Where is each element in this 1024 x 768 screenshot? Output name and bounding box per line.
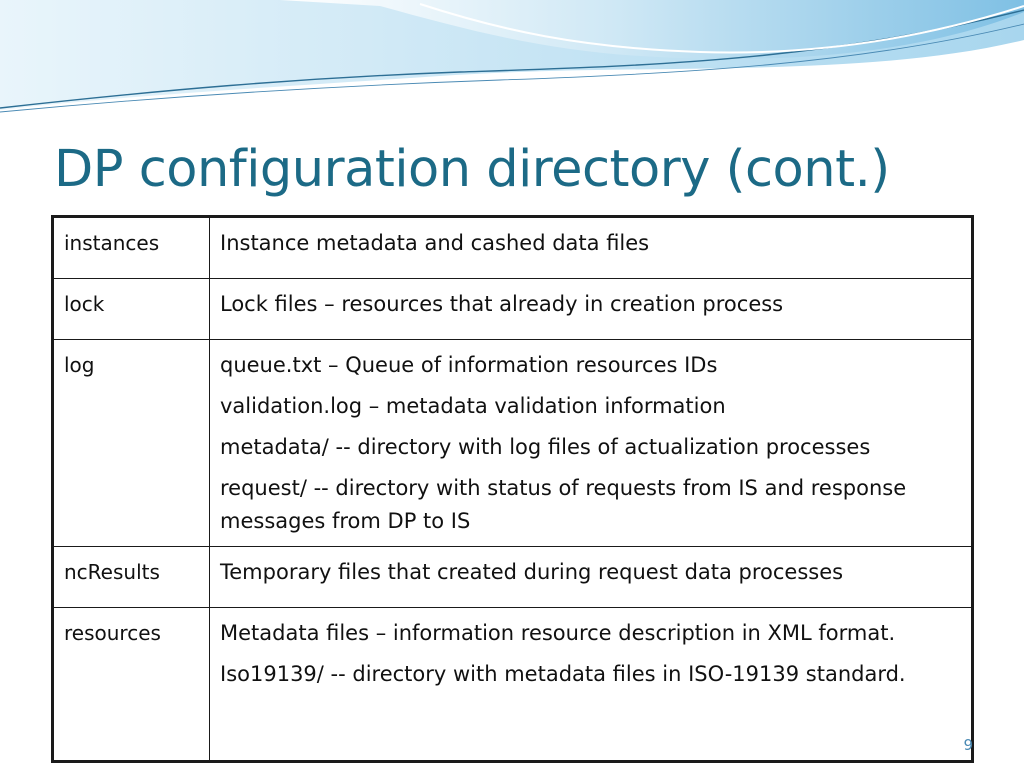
table-row	[53, 608, 973, 762]
directory-name-cell: instances	[53, 217, 210, 279]
table-row	[53, 547, 973, 608]
directory-description-cell	[210, 547, 973, 608]
directory-description-cell	[210, 217, 973, 279]
description-line: Metadata files – information resource description in XML format.	[220, 621, 896, 645]
description-line: request/ -- directory with status of requests from IS and response messages from DP to IS	[220, 476, 907, 533]
directory-description-cell	[210, 340, 973, 547]
directory-name-cell: ncResults	[53, 547, 210, 608]
table-row	[53, 340, 973, 547]
description-line: Lock files – resources that already in creation process	[220, 292, 784, 316]
directory-name-cell: resources	[53, 608, 210, 762]
directory-name-cell: lock	[53, 279, 210, 340]
directory-description-cell	[210, 608, 973, 762]
description-line: metadata/ -- directory with log files of actualization processes	[220, 435, 871, 459]
description-line: Temporary files that created during request data processes	[220, 560, 844, 584]
description-line: Iso19139/ -- directory with metadata files in ISO-19139 standard.	[220, 662, 906, 686]
description-line: Instance metadata and cashed data files	[220, 231, 650, 255]
description-line: queue.txt – Queue of information resources IDs	[220, 353, 718, 377]
directory-description-cell	[210, 279, 973, 340]
config-directory-table	[51, 215, 974, 763]
description-line: validation.log – metadata validation information	[220, 394, 726, 418]
table-row	[53, 279, 973, 340]
page-number: 9	[963, 736, 973, 754]
table-row	[53, 217, 973, 279]
directory-name-cell: log	[53, 340, 210, 547]
page-title: DP configuration directory (cont.)	[54, 140, 890, 199]
header-wave-decoration	[0, 0, 1024, 130]
